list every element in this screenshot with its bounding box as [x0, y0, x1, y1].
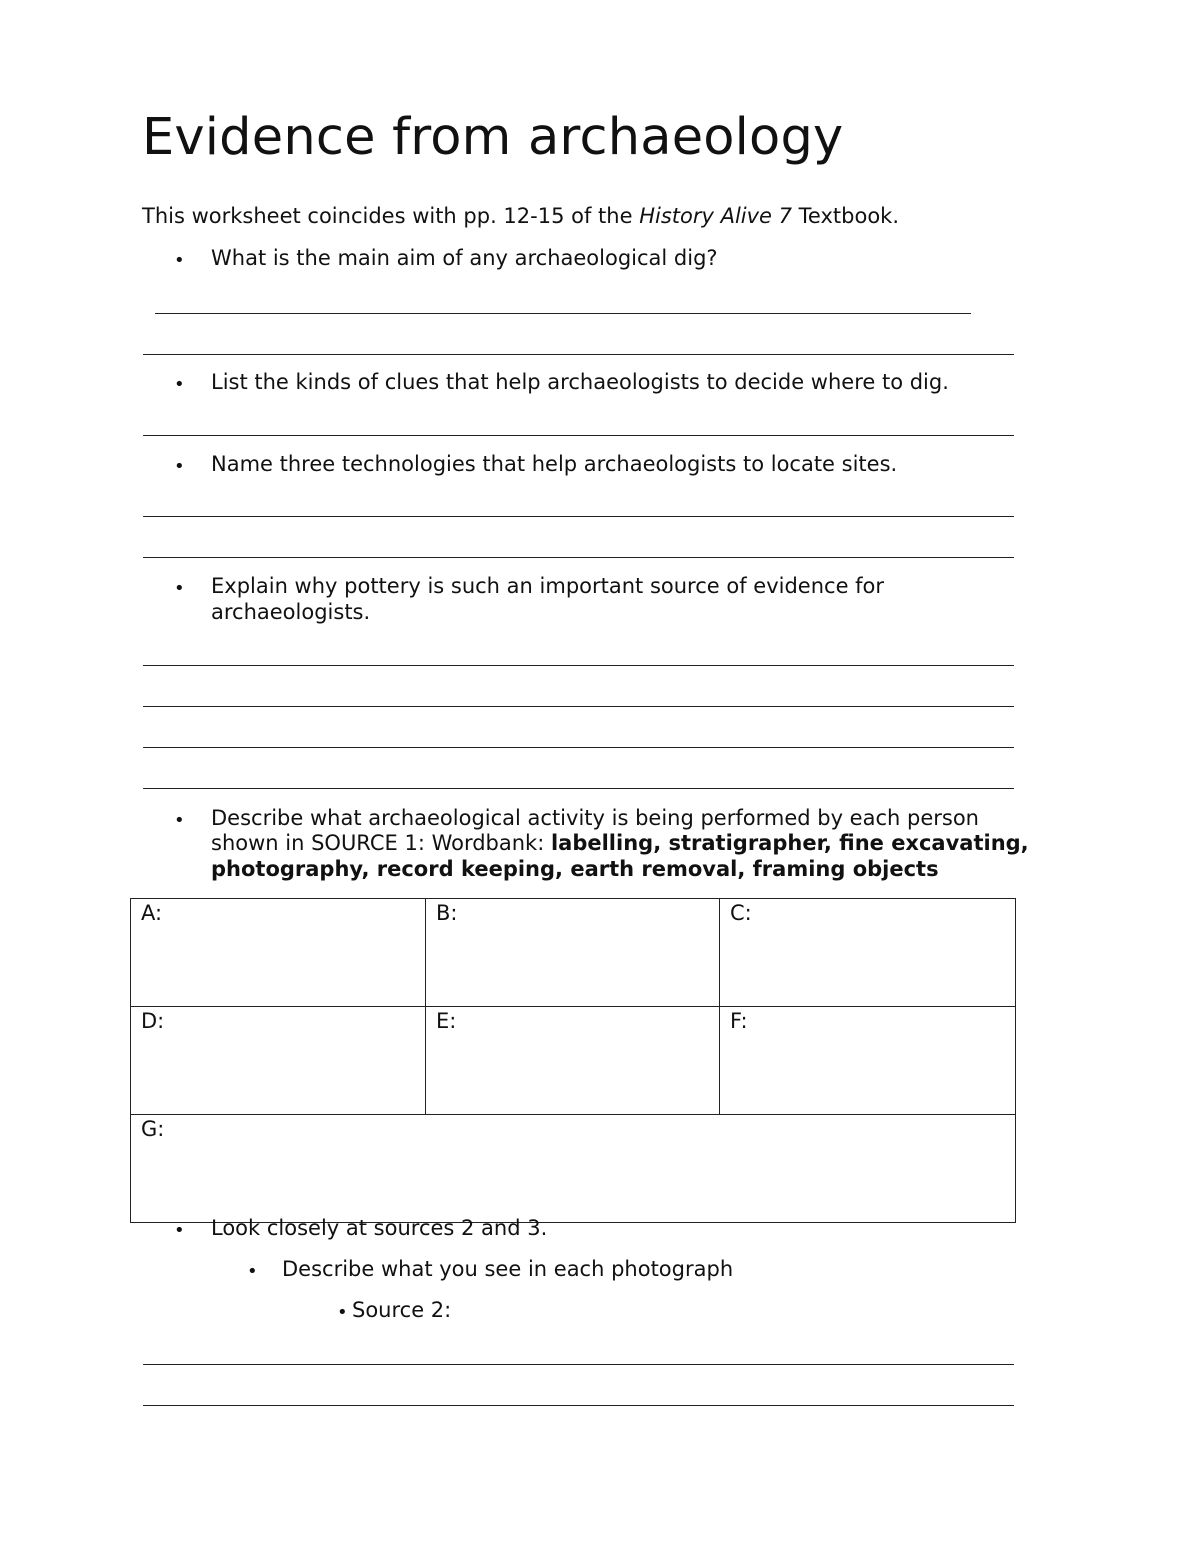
- answer-line[interactable]: [143, 706, 1014, 707]
- answer-line[interactable]: [143, 516, 1014, 517]
- answer-line[interactable]: [143, 665, 1014, 666]
- answer-line[interactable]: [143, 1364, 1014, 1365]
- question-clues: List the kinds of clues that help archaeologists to decide where to dig.: [211, 370, 949, 394]
- question-main-aim: What is the main aim of any archaeological dig?: [211, 246, 718, 270]
- bullet-icon: •: [174, 250, 185, 271]
- wordbank-terms: labelling, stratigrapher, fine excavating,: [550, 831, 1029, 855]
- intro-before: This worksheet coincides with pp. 12-15 of the: [142, 204, 640, 228]
- intro-book-title: History Alive 7: [639, 204, 792, 228]
- cell-e[interactable]: E:: [426, 1007, 720, 1115]
- question-activity-line2: [211, 831, 1029, 855]
- cell-c[interactable]: C:: [720, 899, 1016, 1007]
- bullet-icon: •: [337, 1302, 348, 1323]
- bullet-icon: •: [174, 374, 185, 395]
- cell-g[interactable]: G:: [131, 1115, 1016, 1223]
- question-sources: Look closely at sources 2 and 3.: [211, 1216, 548, 1240]
- table-row: [131, 1115, 1016, 1223]
- bullet-icon: •: [174, 1220, 185, 1241]
- bullet-icon: •: [174, 456, 185, 477]
- bullet-icon: •: [174, 578, 185, 599]
- question-activity-prompt: shown in SOURCE 1: Wordbank:: [211, 831, 551, 855]
- cell-f[interactable]: F:: [720, 1007, 1016, 1115]
- answer-line[interactable]: [143, 747, 1014, 748]
- page-title: Evidence from archaeology: [142, 108, 844, 167]
- table-row: [131, 1007, 1016, 1115]
- intro-after: Textbook.: [792, 204, 900, 228]
- question-pottery-line1: Explain why pottery is such an important source of evidence for: [211, 574, 885, 598]
- bullet-icon: •: [174, 810, 185, 831]
- question-activity-line3: [211, 857, 939, 881]
- question-technologies: Name three technologies that help archaeologists to locate sites.: [211, 452, 898, 476]
- answer-line[interactable]: [143, 1405, 1014, 1406]
- cell-b[interactable]: B:: [426, 899, 720, 1007]
- answer-line[interactable]: [143, 788, 1014, 789]
- question-source-2: Source 2:: [352, 1298, 452, 1322]
- question-activity-line1: Describe what archaeological activity is being performed by each person: [211, 806, 979, 830]
- wordbank-terms-continued: photography, record keeping, earth removal, framing objects: [211, 857, 939, 881]
- question-describe-photographs: Describe what you see in each photograph: [282, 1257, 734, 1281]
- answer-line[interactable]: [143, 557, 1014, 558]
- answer-line[interactable]: [143, 354, 1014, 355]
- bullet-icon: •: [247, 1261, 258, 1282]
- answer-line[interactable]: [155, 313, 971, 314]
- cell-d[interactable]: D:: [131, 1007, 426, 1115]
- table-row: [131, 899, 1016, 1007]
- activity-table: [130, 898, 1016, 1223]
- cell-a[interactable]: A:: [131, 899, 426, 1007]
- answer-line[interactable]: [143, 435, 1014, 436]
- intro-text: [142, 204, 899, 228]
- question-pottery-line2: archaeologists.: [211, 600, 371, 624]
